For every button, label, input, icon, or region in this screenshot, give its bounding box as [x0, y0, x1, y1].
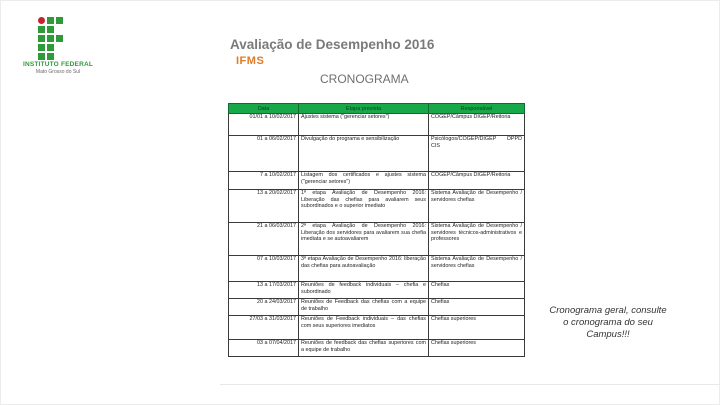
institution-logo	[18, 17, 98, 77]
cell-date: 13 a 20/02/2017	[229, 190, 299, 223]
logo-name: INSTITUTO FEDERAL	[22, 61, 94, 68]
cell-date: 01 a 06/02/2017	[229, 136, 299, 172]
cell-responsible: COGEP/Câmpus DIGEP/Reitoria	[429, 172, 525, 190]
cell-responsible: Sistema Avaliação de Desempenho / servidores chefias	[429, 256, 525, 282]
cell-responsible: Chefias superiores	[429, 316, 525, 340]
cell-stage: Listagem dos certificados e ajustes sistema ("gerenciar setores")	[299, 172, 429, 190]
schedule-table-image	[228, 103, 524, 371]
table-row	[229, 282, 525, 299]
table-row	[229, 114, 525, 136]
logo-subtitle: Mato Grosso do Sul	[35, 69, 81, 75]
schedule-table	[228, 103, 525, 357]
cell-stage: 3ª etapa Avaliação de Desempenho 2016: liberação das chefias para autoavaliação	[299, 256, 429, 282]
cell-responsible: Sistema Avaliação de Desempenho / servidores técnicos-administrativos e professores	[429, 223, 525, 256]
table-row	[229, 190, 525, 223]
cell-stage: 1ª etapa Avaliação de Desempenho 2016: Liberação das chefias para avaliarem seus subordinados e o superior imediato	[299, 190, 429, 223]
cell-date: 20 a 24/03/2017	[229, 299, 299, 316]
cell-date: 27/03 a 31/03/2017	[229, 316, 299, 340]
table-row	[229, 223, 525, 256]
footer-divider	[220, 384, 720, 385]
cell-stage: Divulgação do programa e sensibilização	[299, 136, 429, 172]
cell-responsible: Chefias superiores	[429, 340, 525, 357]
column-header-date: Data	[229, 104, 299, 114]
campus-schedule-note: Cronograma geral, consulte o cronograma do seu Campus!!!	[549, 305, 667, 340]
cell-stage: Reuniões de Feedback individuais – das chefias com seus superiores imediatos	[299, 316, 429, 340]
logo-dot	[38, 17, 45, 24]
cell-stage: Reuniões de feedback individuais – chefia e subordinado	[299, 282, 429, 299]
table-row	[229, 299, 525, 316]
cell-responsible: Psicólogos/COGEP/DIGEP OPPD CIS	[429, 136, 525, 172]
brand-label: IFMS	[236, 55, 265, 67]
table-row	[229, 316, 525, 340]
table-row	[229, 136, 525, 172]
cell-stage: 2ª etapa Avaliação de Desempenho 2016: Liberação dos servidores para avaliarem sua chefia imediata e se autoavaliarem	[299, 223, 429, 256]
table-row	[229, 172, 525, 190]
cell-date: 13 a 17/03/2017	[229, 282, 299, 299]
cell-stage: Reuniões de feedback das chefias superiores com a equipe de trabalho	[299, 340, 429, 357]
cell-date: 21 a 06/03/2017	[229, 223, 299, 256]
table-row	[229, 340, 525, 357]
cell-responsible: Chefias	[429, 299, 525, 316]
column-header-stage: Etapa prevista	[299, 104, 429, 114]
logo-mark	[38, 17, 80, 59]
table-header-row	[229, 104, 525, 114]
cell-date: 01/01 a 10/02/2017	[229, 114, 299, 136]
page-title: Avaliação de Desempenho 2016	[230, 37, 435, 52]
cell-responsible: Sistema Avaliação de Desempenho / servidores chefias	[429, 190, 525, 223]
cell-date: 7 a 10/02/2017	[229, 172, 299, 190]
cell-responsible: Chefias	[429, 282, 525, 299]
cell-responsible: COGEP/Câmpus DIGEP/Reitoria	[429, 114, 525, 136]
cell-stage: Ajustes sistema ("gerenciar setores")	[299, 114, 429, 136]
table-row	[229, 256, 525, 282]
column-header-responsible: Responsável	[429, 104, 525, 114]
section-subtitle: CRONOGRAMA	[320, 72, 409, 86]
cell-date: 07 a 10/03/2017	[229, 256, 299, 282]
cell-stage: Reuniões de Feedback das chefias com a equipe de trabalho	[299, 299, 429, 316]
cell-date: 03 a 07/04/2017	[229, 340, 299, 357]
